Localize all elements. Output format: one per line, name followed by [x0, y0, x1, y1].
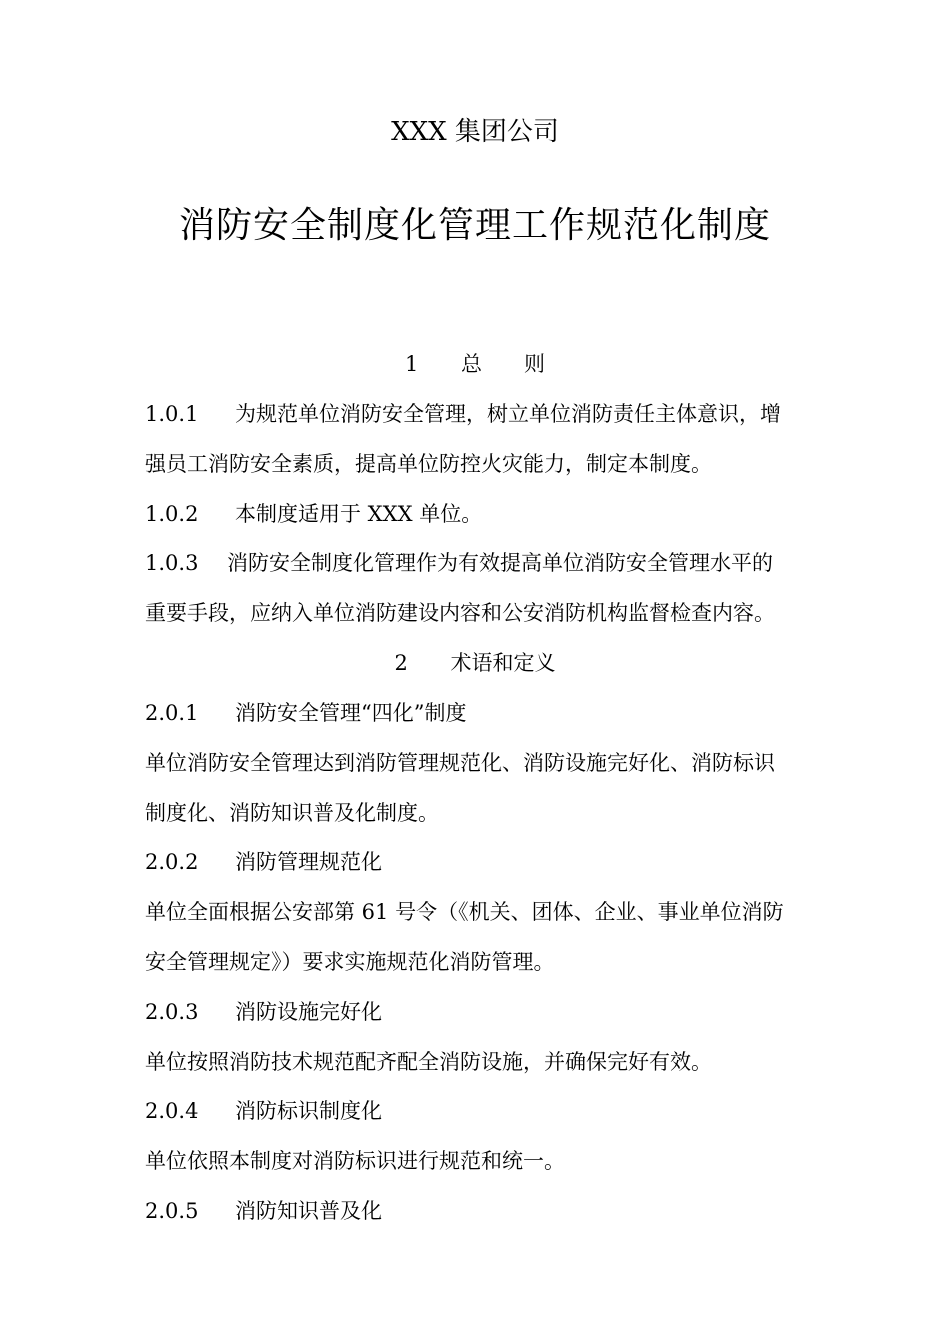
- clause-heading: 消防知识普及化: [235, 1199, 382, 1223]
- document-title: 消防安全制度化管理工作规范化制度: [178, 205, 771, 246]
- clause-text: 为规范单位消防安全管理，树立单位消防责任主体意识，增: [235, 402, 781, 426]
- clause-number: 2.0.5: [145, 1199, 199, 1223]
- clause-2-0-4: [145, 1093, 825, 1129]
- clause-text: 消防安全制度化管理作为有效提高单位消防安全管理水平的: [227, 551, 773, 575]
- clause-body: 单位按照消防技术规范配齐配全消防设施，并确保完好有效。: [145, 1050, 712, 1074]
- company-name: XXX 集团公司: [391, 117, 559, 147]
- clause-number: 2.0.4: [145, 1099, 199, 1123]
- section-1-heading: [0, 346, 950, 382]
- section-title: 总 则: [461, 352, 545, 376]
- clause-heading: 消防设施完好化: [235, 1000, 382, 1024]
- clause-continuation: 强员工消防安全素质，提高单位防控火灾能力，制定本制度。: [145, 452, 712, 476]
- clause-continuation: 重要手段，应纳入单位消防建设内容和公安消防机构监督检查内容。: [145, 601, 775, 625]
- clause-heading: 消防标识制度化: [235, 1099, 382, 1123]
- clause-text: 本制度适用于 XXX 单位。: [235, 502, 483, 526]
- clause-number: 1.0.1: [145, 402, 199, 426]
- clause-2-0-5: [145, 1193, 825, 1229]
- clause-heading: 消防安全管理“四化”制度: [235, 701, 467, 725]
- clause-body: 制度化、消防知识普及化制度。: [145, 801, 439, 825]
- clause-number: 2.0.1: [145, 701, 199, 725]
- clause-body: 单位全面根据公安部第 61 号令（《机关、团体、企业、事业单位消防: [145, 900, 784, 924]
- clause-2-0-3: [145, 994, 825, 1030]
- section-number: 1: [405, 352, 419, 376]
- clause-body: 单位消防安全管理达到消防管理规范化、消防设施完好化、消防标识: [145, 751, 775, 775]
- section-number: 2: [394, 651, 408, 675]
- clause-body: 安全管理规定》）要求实施规范化消防管理。: [145, 950, 555, 974]
- clause-2-0-2: [145, 844, 825, 880]
- clause-number: 1.0.3: [145, 551, 199, 575]
- clause-number: 1.0.2: [145, 502, 199, 526]
- clause-number: 2.0.2: [145, 850, 199, 874]
- clause-1-0-3: [145, 545, 825, 581]
- clause-heading: 消防管理规范化: [235, 850, 382, 874]
- section-title: 术语和定义: [450, 651, 556, 675]
- clause-body: 单位依照本制度对消防标识进行规范和统一。: [145, 1149, 565, 1173]
- clause-2-0-1: [145, 695, 825, 731]
- clause-1-0-2: [145, 496, 825, 532]
- clause-1-0-1: [145, 396, 825, 432]
- clause-number: 2.0.3: [145, 1000, 199, 1024]
- section-2-heading: [0, 645, 950, 681]
